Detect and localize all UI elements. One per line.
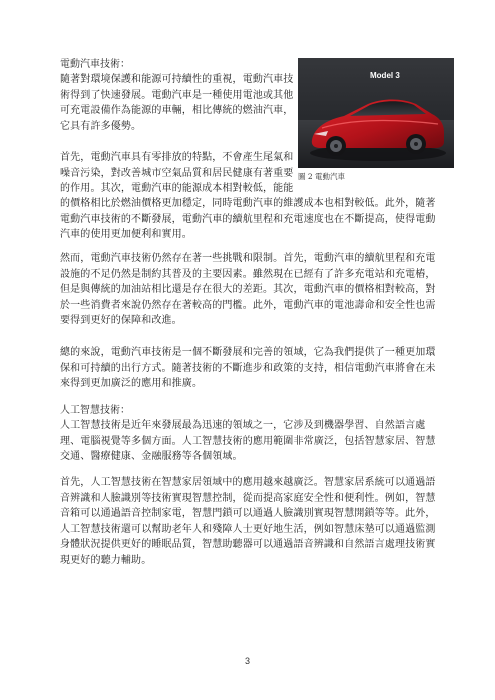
ev-paragraph-2: 然而，電動汽車技術仍然存在著一些挑戰和限制。首先，電動汽車的續航里程和充電設施的不足仍然是制約其普及的主要因素。雖然現在已經有了許多充電站和充電樁，但是與傳統的加油站相比還是存在很大的差距。其次，電動汽車的價格相對較高，對於一些消費者來說仍然存在著較高的門檻。此外，電動汽車的電池壽命和安全性也需要得到更好的保障和改進。 bbox=[60, 253, 436, 326]
electric-car-image bbox=[298, 58, 454, 168]
section-heading-ai: 人工智慧技術： bbox=[60, 405, 130, 416]
figure-caption: 圖 2 電動汽車 bbox=[298, 172, 346, 181]
ai-paragraph-1: 人工智慧技術是近年來發展最為迅速的領域之一，它涉及到機器學習、自然語言處理、電腦視覺等多個方面。人工智慧技術的應用範圍非常廣泛，包括智慧家居、智慧交通、醫療健康、金融服務等各個領域。 bbox=[60, 420, 436, 462]
model-label: Model 3 bbox=[370, 71, 400, 80]
section-heading-ev: 電動汽車技術： bbox=[60, 59, 130, 70]
car-illustration bbox=[298, 58, 454, 168]
ev-intro-paragraph: 隨著對環境保護和能源可持續性的重視，電動汽車技術得到了快速發展。電動汽車是一種使用電池或其他可充電設備作為能源的車輛，相比傳統的燃油汽車，它具有許多優勢。 bbox=[60, 74, 294, 132]
page-number: 3 bbox=[244, 656, 250, 666]
ev-paragraph-1-full: 的價格相比於燃油價格更加穩定，同時電動汽車的維護成本也相對較低。此外，隨著電動汽車技術的不斷發展，電動汽車的續航里程和充電速度也在不斷提高，使得電動汽車的使用更加便利和實用。 bbox=[60, 198, 436, 240]
ai-paragraph-2: 首先，人工智慧技術在智慧家居領域中的應用越來越廣泛。智慧家居系統可以通過語音辨識和人臉識別等技術實現智慧控制，從而提高家庭安全性和便利性。例如，智慧音箱可以通過語音控制家電，智慧門鎖可以通過人臉識別實現智慧開鎖等等。此外，人工智慧技術還可以幫助老年人和殘障人士更好地生活，例如智慧床墊可以通過監測身體狀況提供更好的睡眠品質，智慧助聽器可以通過語音辨識和自然語言處理技術實現更好的聽力輔助。 bbox=[60, 477, 436, 566]
ev-paragraph-3: 總的來說，電動汽車技術是一個不斷發展和完善的領域，它為我們提供了一種更加環保和可持續的出行方式。隨著技術的不斷進步和政策的支持，相信電動汽車將會在未來得到更加廣泛的應用和推廣。 bbox=[60, 347, 436, 389]
ev-paragraph-1-wrapped: 首先，電動汽車具有零排放的特點，不會產生尾氣和噪音污染，對改善城市空氣品質和居民健康有著重要的作用。其次，電動汽車的能源成本相對較低，能能 bbox=[60, 152, 294, 194]
